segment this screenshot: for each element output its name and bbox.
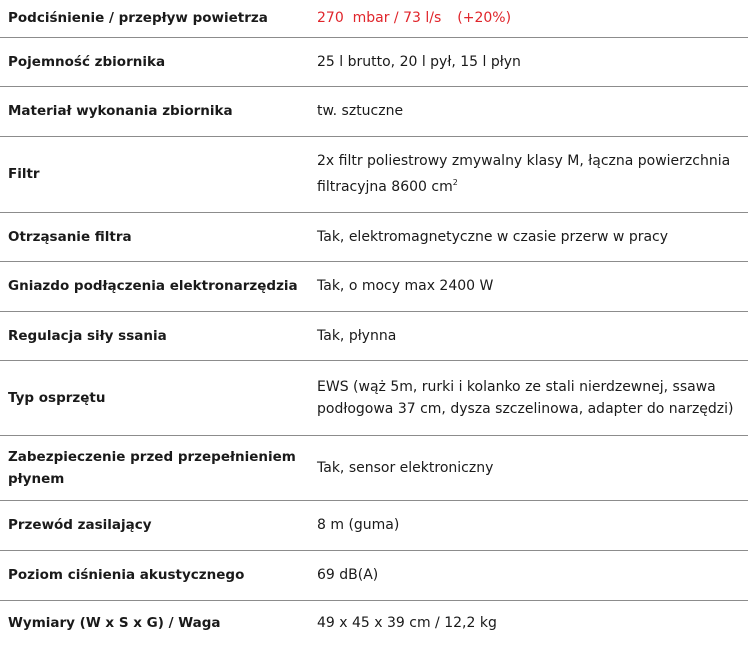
spec-value: 8 m (guma) bbox=[317, 517, 400, 533]
spec-row-suction bbox=[0, 0, 748, 37]
spec-value: Tak, o mocy max 2400 W bbox=[317, 278, 494, 294]
spec-label: Wymiary (W x S x G) / Waga bbox=[8, 614, 221, 631]
spec-label: Gniazdo podłączenia elektronarzędzia bbox=[8, 278, 298, 294]
spec-value bbox=[309, 0, 748, 37]
spec-label: Poziom ciśnienia akustycznego bbox=[8, 567, 245, 583]
spec-value-main: 270 mbar / 73 l/s bbox=[317, 10, 442, 27]
spec-row-power-socket bbox=[0, 261, 748, 311]
spec-label: Materiał wykonania zbiornika bbox=[8, 103, 233, 119]
superscript: 2 bbox=[452, 178, 458, 187]
spec-label: Zabezpieczenie przed przepełnieniem płynem bbox=[8, 448, 296, 487]
spec-label: Podciśnienie / przepływ powietrza bbox=[8, 10, 268, 27]
spec-value: Tak, płynna bbox=[317, 327, 397, 344]
spec-row-power-cord bbox=[0, 500, 748, 550]
spec-value: 69 dB(A) bbox=[317, 567, 379, 583]
spec-label: Typ osprzętu bbox=[8, 389, 106, 406]
spec-row-accessories bbox=[0, 360, 748, 435]
spec-value: Tak, sensor elektroniczny bbox=[317, 459, 494, 476]
spec-value bbox=[309, 136, 748, 212]
spec-value-extra: (+20%) bbox=[457, 10, 512, 27]
spec-row-dimensions bbox=[0, 600, 748, 645]
spec-value: 25 l brutto, 20 l pył, 15 l płyn bbox=[317, 53, 521, 70]
spec-label: Pojemność zbiornika bbox=[8, 53, 166, 70]
spec-row-overflow-protection bbox=[0, 435, 748, 500]
spec-value: 49 x 45 x 39 cm / 12,2 kg bbox=[317, 614, 497, 631]
spec-row-filter bbox=[0, 136, 748, 212]
spec-value-text: 2x filtr poliestrowy zmywalny klasy M, łączna powierzchnia filtracyjna 8600 cm bbox=[317, 153, 731, 195]
spec-label: Regulacja siły ssania bbox=[8, 327, 167, 344]
spec-value: Tak, elektromagnetyczne w czasie przerw w pracy bbox=[317, 228, 669, 245]
spec-row-capacity bbox=[0, 37, 748, 86]
spec-row-suction-control bbox=[0, 311, 748, 360]
spec-label: Przewód zasilający bbox=[8, 517, 152, 533]
spec-label: Otrząsanie filtra bbox=[8, 228, 132, 245]
spec-value: EWS (wąż 5m, rurki i kolanko ze stali nierdzewnej, ssawa podłogowa 37 cm, dysza szczelinowa, adapter do narzędzi) bbox=[317, 378, 734, 417]
spec-row-material bbox=[0, 86, 748, 136]
spec-label: Filtr bbox=[8, 166, 40, 182]
spec-value: tw. sztuczne bbox=[317, 103, 404, 119]
spec-row-noise bbox=[0, 550, 748, 600]
spec-row-filter-shaking bbox=[0, 212, 748, 261]
